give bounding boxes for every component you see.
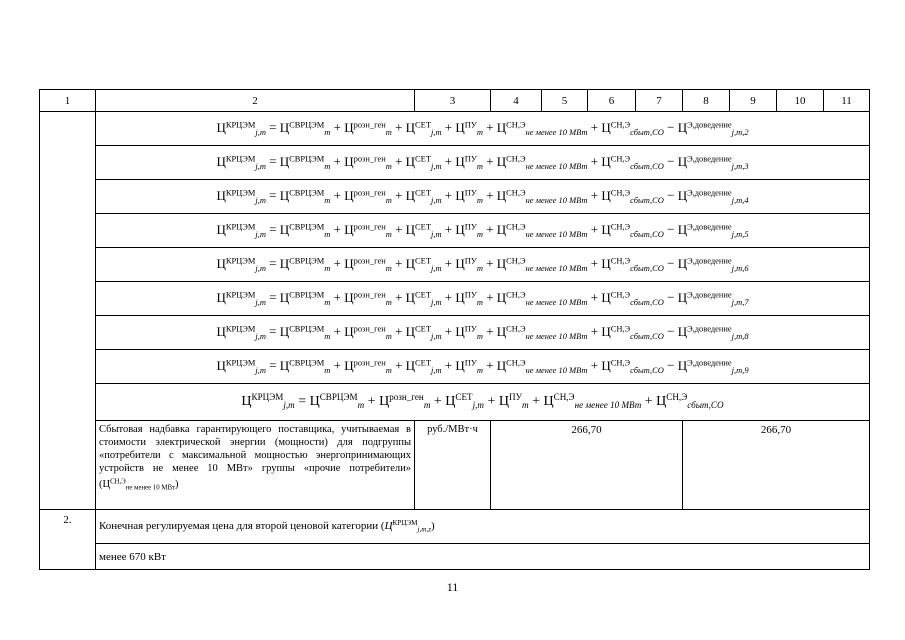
formula-term-3: $Ц^{СЕТ}_{j,m}$ bbox=[405, 255, 442, 273]
formula-term-3: $Ц^{СЕТ}_{j,m}$ bbox=[405, 153, 442, 171]
formula-term-5: $Ц^{СН,Э}_{не менее 10 МВт}$ bbox=[496, 289, 588, 307]
formula-term-1: $Ц^{СВРЦЭМ}_m$ bbox=[279, 323, 331, 341]
formula-term-3: $Ц^{СЕТ}_{j,m}$ bbox=[405, 119, 442, 137]
formula-term-1: $Ц^{СВРЦЭМ}_m$ bbox=[279, 187, 331, 205]
symbol-char: Ц bbox=[102, 478, 111, 490]
formula-lhs: $Ц^{КРЦЭМ}_{j,m}$ bbox=[216, 323, 266, 341]
formula-term-7: $Ц^{Э,доведение}_{j,m,2}$ bbox=[677, 119, 749, 137]
section-title: Конечная регулируемая цена для второй ценовой категории $(Ц^{КРЦЭМ}_{j,m,z})$ bbox=[96, 510, 870, 544]
formula-term-1: $Ц^{СВРЦЭМ}_m$ bbox=[309, 392, 365, 411]
formula-cell: $Ц^{КРЦЭМ}_{j,m} = Ц^{СВРЦЭМ}_m + Ц^{розн\_ген}_m + Ц^{СЕТ}_{j,m} + Ц^{ПУ}_m + Ц^{СН,Э}_{не менее 10 МВт} + Ц^{СН,Э}_{сбыт,СО} - Ц^{Э,доведение}_{j,m,4}$ bbox=[96, 180, 870, 214]
formula-term-2: $Ц^{розн\_ген}_m$ bbox=[344, 289, 392, 307]
formula-term-5: $Ц^{СН,Э}_{не менее 10 МВт}$ bbox=[496, 119, 588, 137]
formula-term-7: $Ц^{Э,доведение}_{j,m,5}$ bbox=[677, 221, 749, 239]
formula-term-4: $Ц^{ПУ}_m$ bbox=[455, 119, 483, 137]
formula-term-3: $Ц^{СЕТ}_{j,m}$ bbox=[405, 323, 442, 341]
col-header-7: 7 bbox=[636, 90, 683, 112]
formula-term-6: $Ц^{СН,Э}_{сбыт,СО}$ bbox=[601, 357, 664, 375]
unit-cell: руб./МВт·ч bbox=[415, 421, 491, 510]
formula-term-1: $Ц^{СВРЦЭМ}_m$ bbox=[279, 221, 331, 239]
formula-term-5: $Ц^{СН,Э}_{не менее 10 МВт}$ bbox=[496, 357, 588, 375]
formula-term-5: $Ц^{СН,Э}_{не менее 10 МВт}$ bbox=[496, 221, 588, 239]
formula-term-6: $Ц^{СН,Э}_{сбыт,СО}$ bbox=[601, 255, 664, 273]
col-header-1: 1 bbox=[40, 90, 96, 112]
formula-cell: $Ц^{КРЦЭМ}_{j,m} = Ц^{СВРЦЭМ}_m + Ц^{розн\_ген}_m + Ц^{СЕТ}_{j,m} + Ц^{ПУ}_m + Ц^{СН,Э}_{не менее 10 МВт} + Ц^{СН,Э}_{сбыт,СО} - Ц^{Э,доведение}_{j,m,8}$ bbox=[96, 316, 870, 350]
formula-lhs: $Ц^{КРЦЭМ}_{j,m}$ bbox=[216, 187, 266, 205]
formula-row bbox=[40, 214, 870, 248]
col-header-6: 6 bbox=[588, 90, 636, 112]
formula-term-4: $Ц^{ПУ}_m$ bbox=[455, 255, 483, 273]
formula-term-1: $Ц^{СВРЦЭМ}_m$ bbox=[279, 255, 331, 273]
section-symbol-char: Ц bbox=[384, 520, 393, 533]
formula-term-3: $Ц^{СЕТ}_{j,m}$ bbox=[405, 357, 442, 375]
symbol-sub: не менее 10 МВт bbox=[125, 484, 175, 492]
formula-cell: $Ц^{КРЦЭМ}_{j,m} = Ц^{СВРЦЭМ}_m + Ц^{розн\_ген}_m + Ц^{СЕТ}_{j,m} + Ц^{ПУ}_m + Ц^{СН,Э}_{не менее 10 МВт} + Ц^{СН,Э}_{сбыт,СО} - Ц^{Э,доведение}_{j,m,5}$ bbox=[96, 214, 870, 248]
formula-row bbox=[40, 248, 870, 282]
formula-term-3: $Ц^{СЕТ}_{j,m}$ bbox=[405, 289, 442, 307]
tariff-table bbox=[39, 89, 870, 570]
formula-term-2: $Ц^{розн\_ген}_m$ bbox=[344, 255, 392, 273]
header-row bbox=[40, 90, 870, 112]
formula-term-2: $Ц^{розн\_ген}_m$ bbox=[379, 392, 431, 411]
col-header-11: 11 bbox=[824, 90, 870, 112]
formula-term-7: $Ц^{Э,доведение}_{j,m,7}$ bbox=[677, 289, 749, 307]
formula-term-5: $Ц^{СН,Э}_{не менее 10 МВт}$ bbox=[496, 187, 588, 205]
formula-term-6: $Ц^{СН,Э}_{сбыт,СО}$ bbox=[601, 187, 664, 205]
value-cell-1: 266,70 bbox=[491, 421, 683, 510]
markup-row bbox=[40, 421, 870, 510]
formula-term-1: $Ц^{СВРЦЭМ}_m$ bbox=[279, 153, 331, 171]
formula-term-4: $Ц^{ПУ}_m$ bbox=[455, 289, 483, 307]
formula-term-1: $Ц^{СВРЦЭМ}_m$ bbox=[279, 119, 331, 137]
formula-cell: $Ц^{КРЦЭМ}_{j,m} = Ц^{СВРЦЭМ}_m + Ц^{розн\_ген}_m + Ц^{СЕТ}_{j,m} + Ц^{ПУ}_m + Ц^{СН,Э}_{не менее 10 МВт} + Ц^{СН,Э}_{сбыт,СО} - Ц^{Э,доведение}_{j,m,9}$ bbox=[96, 350, 870, 384]
page-number: 11 bbox=[446, 580, 459, 594]
col-header-2: 2 bbox=[96, 90, 415, 112]
formula-term-6: $Ц^{СН,Э}_{сбыт,СО}$ bbox=[601, 153, 664, 171]
formula-term-3: $Ц^{СЕТ}_{j,m}$ bbox=[405, 187, 442, 205]
col-header-4: 4 bbox=[491, 90, 542, 112]
formula-term-4: $Ц^{ПУ}_m$ bbox=[455, 153, 483, 171]
formula-term-1: $Ц^{СВРЦЭМ}_m$ bbox=[279, 357, 331, 375]
section-symbol-sup: КРЦЭМ bbox=[392, 519, 418, 528]
markup-symbol: $(Ц^{СН,Э}_{не менее 10 МВт})$ bbox=[99, 478, 179, 492]
formula-term-4: $Ц^{ПУ}_m$ bbox=[455, 357, 483, 375]
formula-row-final bbox=[40, 384, 870, 421]
formula-lhs: $Ц^{КРЦЭМ}_{j,m}$ bbox=[216, 357, 266, 375]
formula-lhs: $Ц^{КРЦЭМ}_{j,m}$ bbox=[216, 255, 266, 273]
formula-term-4: $Ц^{ПУ}_m$ bbox=[455, 187, 483, 205]
markup-description bbox=[96, 421, 415, 510]
formula-term-6: $Ц^{СН,Э}_{сбыт,СО}$ bbox=[601, 119, 664, 137]
row-number-cell bbox=[40, 112, 96, 510]
formula-lhs: $Ц^{КРЦЭМ}_{j,m}$ bbox=[216, 289, 266, 307]
formula-term-5: $Ц^{СН,Э}_{не менее 10 МВт}$ bbox=[543, 392, 642, 411]
formula-lhs: $Ц^{КРЦЭМ}_{j,m}$ bbox=[241, 392, 295, 411]
markup-description-text: Сбытовая надбавка гарантирующего поставщика, учитываемая в стоимости электрической энергии (мощности) для подгруппы «потребители с максимальной мощностью энергопринимающих устройств не менее 10 МВт» группы «прочие потребители» bbox=[99, 424, 411, 474]
symbol-sup: СН,Э bbox=[110, 478, 126, 485]
subsection-row bbox=[40, 544, 870, 570]
formula-term-7: $Ц^{Э,доведение}_{j,m,3}$ bbox=[677, 153, 749, 171]
formula-row bbox=[40, 282, 870, 316]
formula-row bbox=[40, 180, 870, 214]
formula-term-1: $Ц^{СВРЦЭМ}_m$ bbox=[279, 289, 331, 307]
formula-lhs: $Ц^{КРЦЭМ}_{j,m}$ bbox=[216, 119, 266, 137]
formula-term-6: $Ц^{СН,Э}_{сбыт,СО}$ bbox=[656, 392, 724, 411]
formula-term-3: $Ц^{СЕТ}_{j,m}$ bbox=[405, 221, 442, 239]
formula-cell: $Ц^{КРЦЭМ}_{j,m} = Ц^{СВРЦЭМ}_m + Ц^{розн\_ген}_m + Ц^{СЕТ}_{j,m} + Ц^{ПУ}_m + Ц^{СН,Э}_{не менее 10 МВт} + Ц^{СН,Э}_{сбыт,СО} - Ц^{Э,доведение}_{j,m,7}$ bbox=[96, 282, 870, 316]
col-header-9: 9 bbox=[730, 90, 777, 112]
formula-term-2: $Ц^{розн\_ген}_m$ bbox=[344, 119, 392, 137]
formula-term-5: $Ц^{СН,Э}_{не менее 10 МВт}$ bbox=[496, 323, 588, 341]
formula-term-7: $Ц^{Э,доведение}_{j,m,4}$ bbox=[677, 187, 749, 205]
formula-term-6: $Ц^{СН,Э}_{сбыт,СО}$ bbox=[601, 323, 664, 341]
formula-term-3: $Ц^{СЕТ}_{j,m}$ bbox=[445, 392, 484, 411]
formula-term-6: $Ц^{СН,Э}_{сбыт,СО}$ bbox=[601, 221, 664, 239]
section-number: 2. bbox=[40, 510, 96, 570]
col-header-5: 5 bbox=[542, 90, 588, 112]
formula-term-4: $Ц^{ПУ}_m$ bbox=[455, 323, 483, 341]
formula-lhs: $Ц^{КРЦЭМ}_{j,m}$ bbox=[216, 221, 266, 239]
formula-row bbox=[40, 350, 870, 384]
formula-cell: $Ц^{КРЦЭМ}_{j,m} = Ц^{СВРЦЭМ}_m + Ц^{розн\_ген}_m + Ц^{СЕТ}_{j,m} + Ц^{ПУ}_m + Ц^{СН,Э}_{не менее 10 МВт} + Ц^{СН,Э}_{сбыт,СО} - Ц^{Э,доведение}_{j,m,2}$ bbox=[96, 112, 870, 146]
formula-term-7: $Ц^{Э,доведение}_{j,m,8}$ bbox=[677, 323, 749, 341]
formula-row bbox=[40, 316, 870, 350]
formula-term-4: $Ц^{ПУ}_m$ bbox=[498, 392, 529, 411]
formula-term-5: $Ц^{СН,Э}_{не менее 10 МВт}$ bbox=[496, 255, 588, 273]
formula-term-7: $Ц^{Э,доведение}_{j,m,9}$ bbox=[677, 357, 749, 375]
col-header-3: 3 bbox=[415, 90, 491, 112]
formula-row bbox=[40, 112, 870, 146]
section-symbol-sub: j,m,z bbox=[417, 525, 431, 534]
formula-term-4: $Ц^{ПУ}_m$ bbox=[455, 221, 483, 239]
formula-cell: $Ц^{КРЦЭМ}_{j,m} = Ц^{СВРЦЭМ}_m + Ц^{розн\_ген}_m + Ц^{СЕТ}_{j,m} + Ц^{ПУ}_m + Ц^{СН,Э}_{не менее 10 МВт} + Ц^{СН,Э}_{сбыт,СО} - Ц^{Э,доведение}_{j,m,6}$ bbox=[96, 248, 870, 282]
subsection-label: менее 670 кВт bbox=[96, 544, 870, 570]
formula-term-2: $Ц^{розн\_ген}_m$ bbox=[344, 323, 392, 341]
formula-term-2: $Ц^{розн\_ген}_m$ bbox=[344, 357, 392, 375]
formula-cell-final: $Ц^{КРЦЭМ}_{j,m} = Ц^{СВРЦЭМ}_m + Ц^{розн\_ген}_m + Ц^{СЕТ}_{j,m} + Ц^{ПУ}_m + Ц^{СН,Э}_{не менее 10 МВт} + Ц^{СН,Э}_{сбыт,СО}$ bbox=[96, 384, 870, 421]
formula-row bbox=[40, 146, 870, 180]
formula-term-2: $Ц^{розн\_ген}_m$ bbox=[344, 187, 392, 205]
col-header-10: 10 bbox=[777, 90, 824, 112]
formula-term-2: $Ц^{розн\_ген}_m$ bbox=[344, 153, 392, 171]
formula-cell: $Ц^{КРЦЭМ}_{j,m} = Ц^{СВРЦЭМ}_m + Ц^{розн\_ген}_m + Ц^{СЕТ}_{j,m} + Ц^{ПУ}_m + Ц^{СН,Э}_{не менее 10 МВт} + Ц^{СН,Э}_{сбыт,СО} - Ц^{Э,доведение}_{j,m,3}$ bbox=[96, 146, 870, 180]
formula-term-6: $Ц^{СН,Э}_{сбыт,СО}$ bbox=[601, 289, 664, 307]
formula-term-7: $Ц^{Э,доведение}_{j,m,6}$ bbox=[677, 255, 749, 273]
value-cell-2: 266,70 bbox=[683, 421, 870, 510]
section-title-text: Конечная регулируемая цена для второй ценовой категории bbox=[99, 520, 379, 533]
formula-lhs: $Ц^{КРЦЭМ}_{j,m}$ bbox=[216, 153, 266, 171]
col-header-8: 8 bbox=[683, 90, 730, 112]
formula-term-2: $Ц^{розн\_ген}_m$ bbox=[344, 221, 392, 239]
section-2-row bbox=[40, 510, 870, 544]
formula-term-5: $Ц^{СН,Э}_{не менее 10 МВт}$ bbox=[496, 153, 588, 171]
